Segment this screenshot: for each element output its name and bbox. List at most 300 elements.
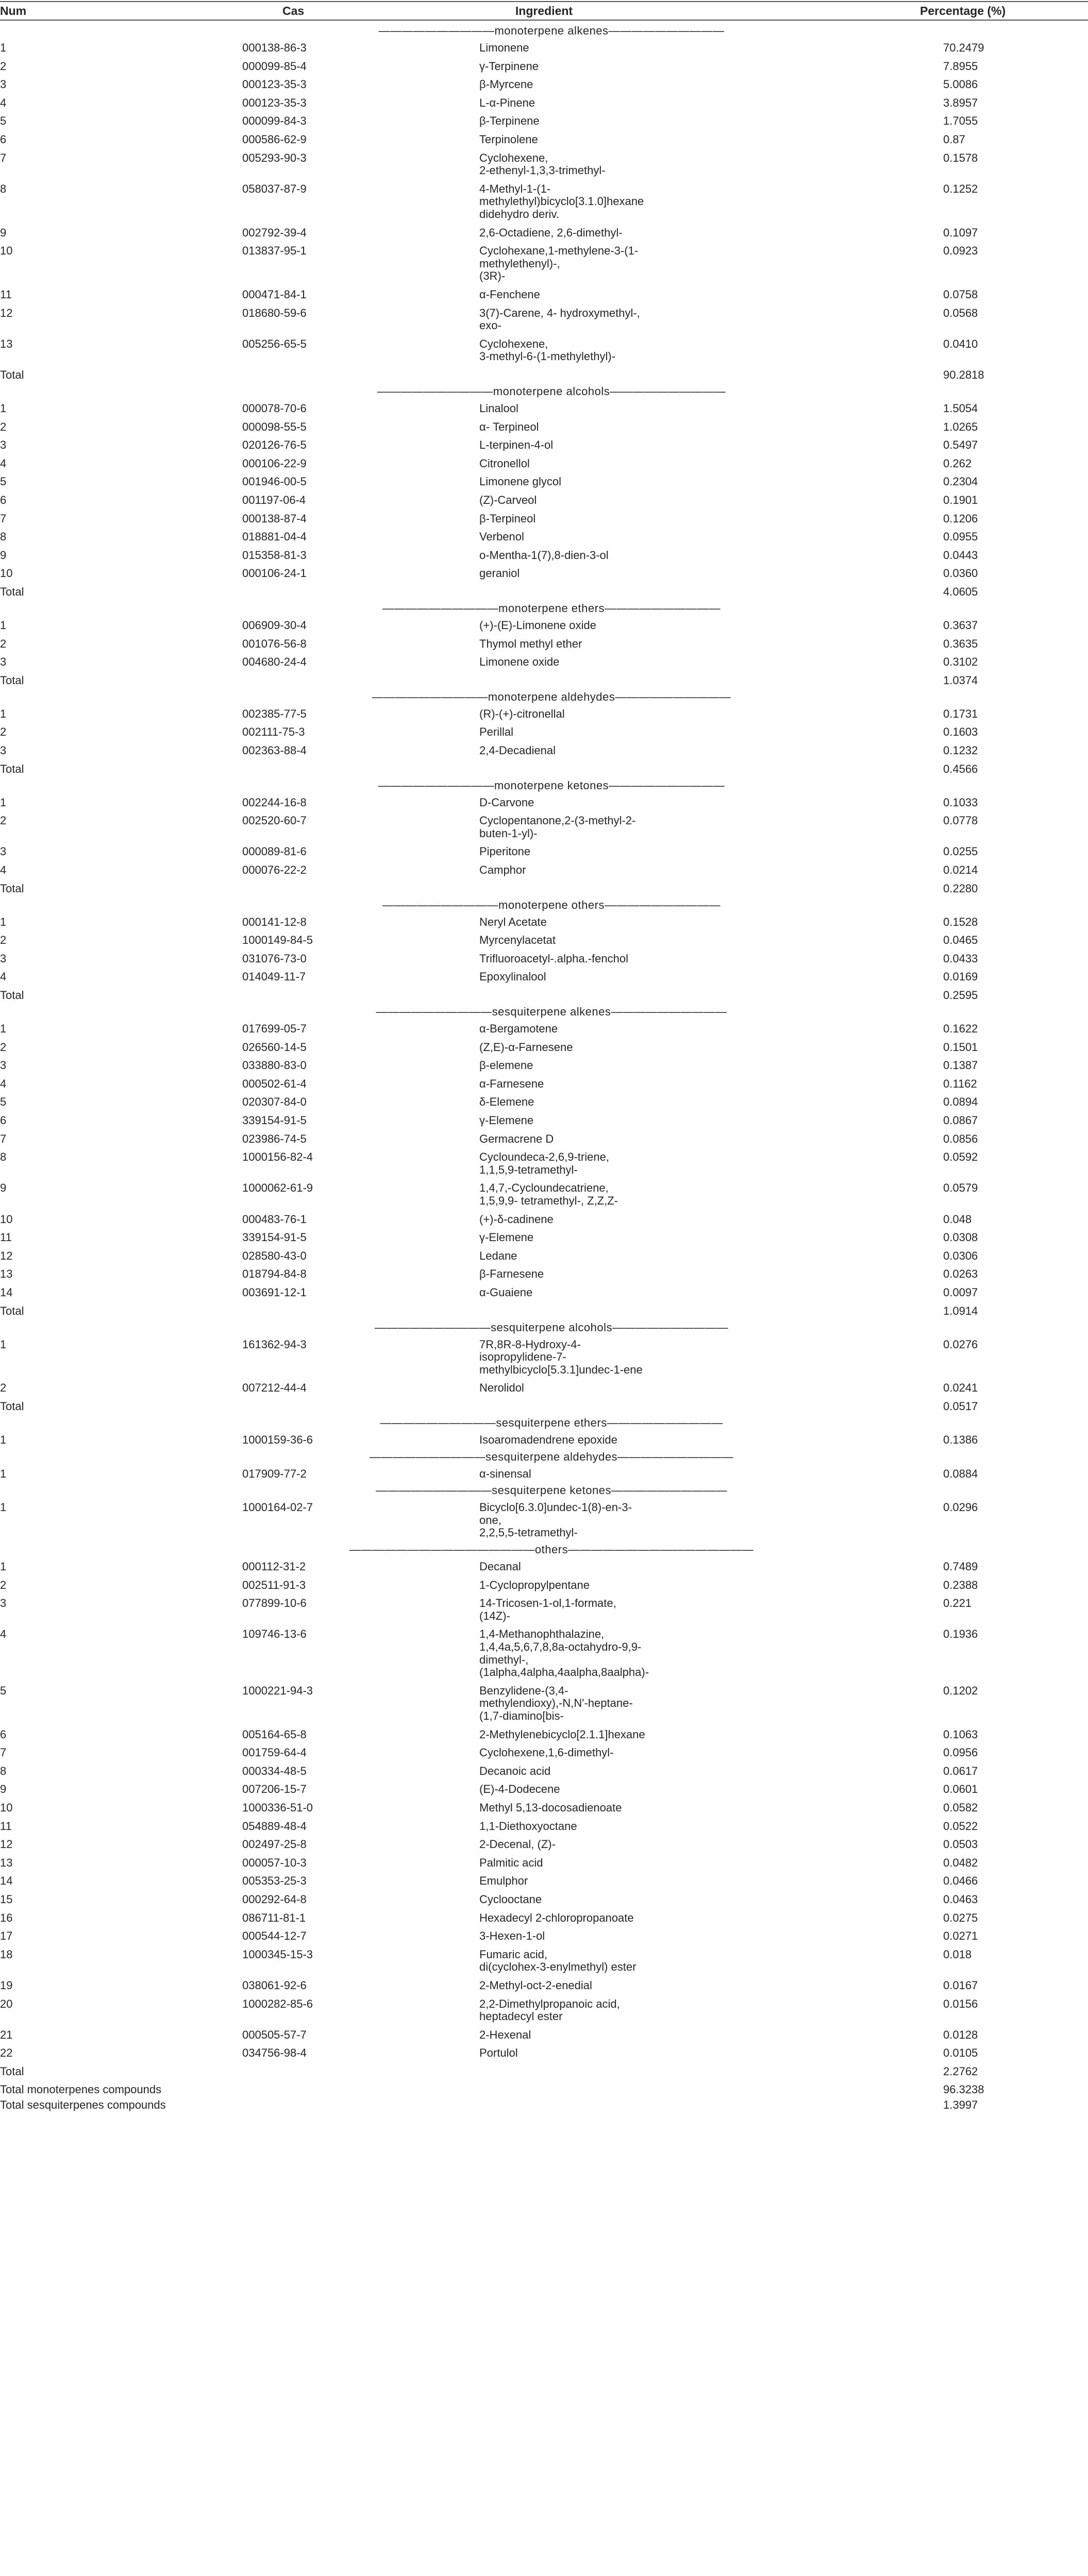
row-percentage: 0.262 xyxy=(943,456,972,470)
row-ingredient: 2,6-Octadiene, 2,6-dimethyl- xyxy=(479,226,623,239)
row-percentage: 0.0214 xyxy=(943,863,978,876)
row-num: 3 xyxy=(0,78,7,91)
row-percentage: 0.0894 xyxy=(943,1095,978,1109)
row-num: 3 xyxy=(0,744,7,757)
row-cas: 005353-25-3 xyxy=(242,1874,307,1888)
row-cas: 000544-12-7 xyxy=(242,1929,307,1943)
row-cas: 001197-06-4 xyxy=(242,494,306,506)
row-cas: 002497-25-8 xyxy=(242,1838,307,1851)
row-percentage: 0.0433 xyxy=(943,952,978,965)
row-cas: 002385-77-5 xyxy=(242,707,307,720)
section-header: ——————————monoterpene others—————————— xyxy=(382,898,721,911)
row-ingredient: Limonene oxide xyxy=(479,655,560,669)
row-ingredient: dimethyl-, xyxy=(479,1653,529,1666)
row-ingredient: 4-Methyl-1-(1- xyxy=(479,182,551,195)
row-ingredient: heptadecyl ester xyxy=(479,2010,563,2023)
row-cas: 054889-48-4 xyxy=(242,1819,307,1833)
row-num: 9 xyxy=(0,548,7,562)
row-cas: 023986-74-5 xyxy=(242,1132,307,1145)
row-percentage: 0.048 xyxy=(943,1212,972,1226)
row-num: 1 xyxy=(0,795,7,809)
row-ingredient: Cyclopentanone,2-(3-methyl-2- xyxy=(479,814,636,827)
row-num: 3 xyxy=(0,952,7,965)
row-percentage: 0.2388 xyxy=(943,1578,978,1591)
row-cas: 1000336-51-0 xyxy=(242,1801,313,1814)
row-num: 12 xyxy=(0,1249,13,1262)
row-cas: 000076-22-2 xyxy=(242,863,307,876)
row-percentage: 0.5497 xyxy=(943,438,978,452)
row-ingredient: Terpinolene xyxy=(479,133,538,146)
row-ingredient: methylendioxy),-N,N'-heptane- xyxy=(479,1697,633,1710)
row-cas: 000099-84-3 xyxy=(242,114,307,128)
row-percentage: 0.1033 xyxy=(943,795,978,809)
row-ingredient: (+)-δ-cadinene xyxy=(479,1212,554,1226)
row-num: 2 xyxy=(0,1381,7,1395)
row-num: 10 xyxy=(0,1212,13,1226)
row-ingredient: Cyclooctane xyxy=(479,1893,542,1906)
row-cas: 000471-84-1 xyxy=(242,288,307,301)
row-percentage: 0.0241 xyxy=(943,1381,978,1395)
row-ingredient: 3-Hexen-1-ol xyxy=(479,1929,545,1943)
row-cas: 000123-35-3 xyxy=(242,78,307,91)
row-num: 7 xyxy=(0,512,7,525)
row-ingredient: 1,1,5,9-tetramethyl- xyxy=(479,1163,578,1176)
row-num: 3 xyxy=(0,1059,7,1072)
row-cas: 033880-83-0 xyxy=(242,1059,307,1072)
row-cas: 1000156-82-4 xyxy=(242,1150,313,1164)
row-ingredient: Cyclohexene,1,6-dimethyl- xyxy=(479,1746,614,1759)
row-num: 4 xyxy=(0,970,7,984)
row-ingredient: Piperitone xyxy=(479,845,531,858)
row-cas: 000089-81-6 xyxy=(242,845,307,858)
section-total-value: 0.4566 xyxy=(943,762,978,775)
row-percentage: 0.0856 xyxy=(943,1132,978,1145)
row-cas: 007206-15-7 xyxy=(242,1783,307,1796)
row-num: 1 xyxy=(0,1467,7,1480)
row-percentage: 0.0568 xyxy=(943,306,978,319)
row-cas: 002511-91-3 xyxy=(242,1578,306,1591)
row-cas: 000138-87-4 xyxy=(242,512,307,525)
grand-total-value: 96.3238 xyxy=(943,2083,984,2096)
section-total-value: 0.2280 xyxy=(943,882,978,895)
header-rule xyxy=(0,20,1088,21)
row-cas: 086711-81-1 xyxy=(242,1911,306,1924)
row-cas: 018881-04-4 xyxy=(242,530,307,544)
row-cas: 000292-64-8 xyxy=(242,1893,307,1906)
row-num: 2 xyxy=(0,1578,7,1591)
row-ingredient: Germacrene D xyxy=(479,1132,554,1145)
row-num: 6 xyxy=(0,494,7,506)
row-ingredient: (1,7-diamino[bis- xyxy=(479,1709,564,1722)
row-num: 13 xyxy=(0,337,13,350)
row-percentage: 0.87 xyxy=(943,133,965,146)
row-percentage: 0.0601 xyxy=(943,1783,978,1796)
header-percentage: Percentage (%) xyxy=(920,4,1006,18)
row-cas: 017699-05-7 xyxy=(242,1022,307,1035)
row-cas: 000123-35-3 xyxy=(242,96,307,109)
row-ingredient: D-Carvone xyxy=(479,795,534,809)
row-percentage: 0.0360 xyxy=(943,567,978,580)
row-num: 12 xyxy=(0,306,13,319)
row-percentage: 0.7489 xyxy=(943,1560,978,1573)
row-num: 5 xyxy=(0,1095,7,1109)
row-cas: 018680-59-6 xyxy=(242,306,307,319)
row-percentage: 0.0410 xyxy=(943,337,978,350)
row-cas: 058037-87-9 xyxy=(242,182,307,195)
row-cas: 001946-00-5 xyxy=(242,475,307,488)
row-ingredient: Myrcenylacetat xyxy=(479,934,556,947)
row-percentage: 0.0592 xyxy=(943,1150,978,1164)
row-ingredient: 2-Hexenal xyxy=(479,2028,531,2041)
row-cas: 002520-60-7 xyxy=(242,814,307,827)
row-percentage: 0.1528 xyxy=(943,915,978,928)
row-ingredient: Linalool xyxy=(479,402,518,415)
row-percentage: 0.1097 xyxy=(943,226,978,239)
row-percentage: 0.018 xyxy=(943,1947,972,1961)
row-percentage: 0.221 xyxy=(943,1597,972,1610)
section-total-label: Total xyxy=(0,1304,24,1317)
row-num: 1 xyxy=(0,619,7,632)
row-ingredient: γ-Elemene xyxy=(479,1231,534,1244)
row-ingredient: isopropylidene-7- xyxy=(479,1350,566,1364)
row-percentage: 0.0443 xyxy=(943,548,978,562)
row-cas: 001759-64-4 xyxy=(242,1746,307,1759)
row-percentage: 0.0128 xyxy=(943,2028,978,2041)
row-num: 7 xyxy=(0,151,7,164)
row-percentage: 0.0482 xyxy=(943,1856,978,1869)
row-percentage: 0.0758 xyxy=(943,288,978,301)
row-percentage: 0.0778 xyxy=(943,814,978,827)
row-ingredient: Cyclohexene, xyxy=(479,337,548,350)
row-ingredient: Limonene glycol xyxy=(479,475,561,488)
row-num: 17 xyxy=(0,1929,13,1943)
row-ingredient: (Z,E)-α-Farnesene xyxy=(479,1040,573,1054)
top-rule xyxy=(0,1,1088,2)
row-num: 1 xyxy=(0,402,7,415)
row-ingredient: one, xyxy=(479,1513,501,1527)
row-num: 3 xyxy=(0,655,7,669)
row-ingredient: 2,2-Dimethylpropanoic acid, xyxy=(479,1997,620,2010)
row-cas: 026560-14-5 xyxy=(242,1040,307,1054)
row-cas: 003691-12-1 xyxy=(242,1286,307,1299)
row-ingredient: 2-Decenal, (Z)- xyxy=(479,1838,556,1851)
row-num: 15 xyxy=(0,1893,13,1906)
row-num: 4 xyxy=(0,1077,7,1090)
row-num: 13 xyxy=(0,1856,13,1869)
row-percentage: 0.1578 xyxy=(943,151,978,164)
row-ingredient: α-sinensal xyxy=(479,1467,531,1480)
row-percentage: 7.8955 xyxy=(943,59,978,73)
row-num: 21 xyxy=(0,2028,13,2041)
section-total-value: 0.2595 xyxy=(943,989,978,1002)
row-ingredient: 7R,8R-8-Hydroxy-4- xyxy=(479,1337,581,1351)
row-cas: 000334-48-5 xyxy=(242,1764,307,1777)
row-cas: 002111-75-3 xyxy=(242,725,305,739)
row-ingredient: 14-Tricosen-1-ol,1-formate, xyxy=(479,1597,616,1610)
row-cas: 000106-22-9 xyxy=(242,456,307,470)
header-num: Num xyxy=(0,4,27,18)
row-ingredient: Methyl 5,13-docosadienoate xyxy=(479,1801,622,1814)
row-ingredient: L-terpinen-4-ol xyxy=(479,438,554,452)
row-ingredient: (Z)-Carveol xyxy=(479,494,537,506)
row-percentage: 0.0522 xyxy=(943,1819,978,1833)
row-ingredient: Ledane xyxy=(479,1249,517,1262)
row-num: 1 xyxy=(0,707,7,720)
row-cas: 038061-92-6 xyxy=(242,1979,307,1992)
row-ingredient: methylethenyl)-, xyxy=(479,257,560,270)
row-num: 9 xyxy=(0,1783,7,1796)
row-ingredient: 1,4,7,-Cycloundecatriene, xyxy=(479,1181,609,1195)
row-cas: 006909-30-4 xyxy=(242,619,307,632)
row-percentage: 0.0169 xyxy=(943,970,978,984)
row-num: 2 xyxy=(0,1040,7,1054)
row-ingredient: 1,1-Diethoxyoctane xyxy=(479,1819,577,1833)
row-ingredient: geraniol xyxy=(479,567,520,580)
row-percentage: 0.0617 xyxy=(943,1764,978,1777)
row-num: 5 xyxy=(0,1684,7,1697)
row-ingredient: 1,4,4a,5,6,7,8,8a-octahydro-9,9- xyxy=(479,1640,642,1653)
section-header: ——————————sesquiterpene aldehydes—————————— xyxy=(369,1450,734,1463)
row-num: 6 xyxy=(0,133,7,146)
row-ingredient: (3R)- xyxy=(479,269,506,283)
row-percentage: 0.0579 xyxy=(943,1181,978,1195)
row-cas: 002363-88-4 xyxy=(242,744,307,757)
row-cas: 1000221-94-3 xyxy=(242,1684,313,1697)
row-ingredient: Cyclohexene, xyxy=(479,151,548,164)
row-percentage: 0.0276 xyxy=(943,1337,978,1351)
row-cas: 000138-86-3 xyxy=(242,41,307,54)
row-cas: 031076-73-0 xyxy=(242,952,307,965)
row-num: 1 xyxy=(0,1337,7,1351)
row-num: 1 xyxy=(0,1022,7,1035)
row-percentage: 0.0167 xyxy=(943,1979,978,1992)
section-header: ——————————monoterpene aldehydes—————————— xyxy=(372,690,731,703)
row-ingredient: Trifluoroacetyl-.alpha.-fenchol xyxy=(479,952,628,965)
row-ingredient: didehydro deriv. xyxy=(479,208,559,221)
row-ingredient: 1,5,9,9- tetramethyl-, Z,Z,Z- xyxy=(479,1194,618,1207)
row-num: 1 xyxy=(0,915,7,928)
row-ingredient: α-Fenchene xyxy=(479,288,540,301)
row-cas: 1000159-36-6 xyxy=(242,1433,313,1446)
row-num: 14 xyxy=(0,1286,13,1299)
row-num: 11 xyxy=(0,1819,12,1833)
row-cas: 000106-24-1 xyxy=(242,567,307,580)
section-header: ——————————monoterpene alcohols—————————— xyxy=(377,385,726,398)
section-total-value: 0.0517 xyxy=(943,1400,978,1413)
row-percentage: 0.0955 xyxy=(943,530,978,544)
row-cas: 001076-56-8 xyxy=(242,637,307,650)
row-percentage: 0.0275 xyxy=(943,1911,978,1924)
row-ingredient: Epoxylinalool xyxy=(479,970,546,984)
row-ingredient: Hexadecyl 2-chloropropanoate xyxy=(479,1911,634,1924)
row-num: 3 xyxy=(0,438,7,452)
row-num: 4 xyxy=(0,456,7,470)
row-ingredient: β-Terpinene xyxy=(479,114,540,128)
row-num: 14 xyxy=(0,1874,13,1888)
row-percentage: 0.1386 xyxy=(943,1433,978,1446)
row-percentage: 0.1387 xyxy=(943,1059,978,1072)
row-percentage: 0.0463 xyxy=(943,1893,978,1906)
row-ingredient: Portulol xyxy=(479,2046,518,2060)
row-percentage: 0.0867 xyxy=(943,1114,978,1127)
row-num: 19 xyxy=(0,1979,13,1992)
row-cas: 000586-62-9 xyxy=(242,133,307,146)
row-percentage: 0.0503 xyxy=(943,1838,978,1851)
row-num: 9 xyxy=(0,1181,7,1195)
row-percentage: 0.0156 xyxy=(943,1997,978,2010)
row-ingredient: Citronellol xyxy=(479,456,530,470)
row-percentage: 0.1202 xyxy=(943,1684,978,1697)
row-cas: 020307-84-0 xyxy=(242,1095,307,1109)
row-ingredient: Verbenol xyxy=(479,530,524,544)
row-percentage: 5.0086 xyxy=(943,78,978,91)
row-ingredient: Nerolidol xyxy=(479,1381,524,1395)
row-ingredient: methylbicyclo[5.3.1]undec-1-ene xyxy=(479,1363,643,1376)
row-cas: 109746-13-6 xyxy=(242,1628,307,1641)
row-num: 2 xyxy=(0,420,7,433)
section-total-label: Total xyxy=(0,673,24,687)
grand-total-value: 1.3997 xyxy=(943,2098,978,2111)
row-percentage: 0.0255 xyxy=(943,845,978,858)
section-total-value: 2.2762 xyxy=(943,2065,978,2078)
section-header: ——————————sesquiterpene alcohols—————————— xyxy=(374,1320,729,1334)
row-ingredient: (1alpha,4alpha,4aalpha,8aalpha)- xyxy=(479,1666,649,1679)
row-percentage: 70.2479 xyxy=(943,41,984,54)
row-percentage: 0.1622 xyxy=(943,1022,978,1035)
row-cas: 161362-94-3 xyxy=(242,1337,307,1351)
row-percentage: 0.0582 xyxy=(943,1801,978,1814)
row-ingredient: α-Farnesene xyxy=(479,1077,544,1090)
row-ingredient: α- Terpineol xyxy=(479,420,539,433)
row-ingredient: Isoaromadendrene epoxide xyxy=(479,1433,617,1446)
row-num: 4 xyxy=(0,96,7,109)
row-percentage: 0.1232 xyxy=(943,744,978,757)
row-ingredient: β-Farnesene xyxy=(479,1267,544,1281)
row-num: 1 xyxy=(0,1560,7,1573)
row-cas: 028580-43-0 xyxy=(242,1249,307,1262)
row-percentage: 1.7055 xyxy=(943,114,978,128)
row-percentage: 0.2304 xyxy=(943,475,978,488)
row-cas: 1000282-85-6 xyxy=(242,1997,313,2010)
row-cas: 002244-16-8 xyxy=(242,795,307,809)
row-num: 2 xyxy=(0,725,7,739)
row-cas: 000098-55-5 xyxy=(242,420,307,433)
row-cas: 000505-57-7 xyxy=(242,2028,307,2041)
row-num: 18 xyxy=(0,1947,13,1961)
row-num: 9 xyxy=(0,226,7,239)
section-total-label: Total xyxy=(0,368,24,381)
row-ingredient: 2,2,5,5-tetramethyl- xyxy=(479,1526,578,1539)
row-percentage: 0.0105 xyxy=(943,2046,978,2060)
row-percentage: 1.5054 xyxy=(943,402,978,415)
row-ingredient: (14Z)- xyxy=(479,1609,510,1622)
row-ingredient: γ-Elemene xyxy=(479,1114,534,1127)
row-num: 12 xyxy=(0,1838,13,1851)
row-ingredient: Emulphor xyxy=(479,1874,528,1888)
row-num: 16 xyxy=(0,1911,13,1924)
row-ingredient: β-Terpineol xyxy=(479,512,536,525)
section-total-value: 4.0605 xyxy=(943,585,978,598)
row-ingredient: Perillal xyxy=(479,725,514,739)
row-ingredient: (E)-4-Dodecene xyxy=(479,1783,560,1796)
grand-total-label: Total monoterpenes compounds xyxy=(0,2083,162,2096)
row-num: 4 xyxy=(0,863,7,876)
row-num: 2 xyxy=(0,637,7,650)
row-cas: 034756-98-4 xyxy=(242,2046,307,2060)
row-num: 20 xyxy=(0,1997,13,2010)
row-num: 6 xyxy=(0,1727,7,1741)
section-total-label: Total xyxy=(0,2065,24,2078)
row-num: 5 xyxy=(0,114,7,128)
row-percentage: 0.1731 xyxy=(943,707,978,720)
row-ingredient: Limonene xyxy=(479,41,529,54)
row-percentage: 0.0465 xyxy=(943,934,978,947)
row-cas: 000483-76-1 xyxy=(242,1212,307,1226)
row-cas: 000141-12-8 xyxy=(242,915,307,928)
row-ingredient: buten-1-yl)- xyxy=(479,826,538,840)
row-ingredient: Neryl Acetate xyxy=(479,915,547,928)
row-ingredient: methylethyl)bicyclo[3.1.0]hexane xyxy=(479,195,644,208)
row-num: 10 xyxy=(0,567,13,580)
row-num: 11 xyxy=(0,288,12,301)
row-num: 4 xyxy=(0,1628,7,1641)
row-num: 7 xyxy=(0,1746,7,1759)
row-percentage: 0.1901 xyxy=(943,494,978,506)
row-num: 8 xyxy=(0,1150,7,1164)
row-percentage: 0.0308 xyxy=(943,1231,978,1244)
row-ingredient: 2-Methylenebicyclo[2.1.1]hexane xyxy=(479,1727,645,1741)
row-ingredient: 2,4-Decadienal xyxy=(479,744,556,757)
row-percentage: 0.0296 xyxy=(943,1501,978,1514)
section-header: ————————————————others———————————————— xyxy=(349,1543,754,1556)
row-percentage: 3.8957 xyxy=(943,96,978,109)
row-num: 8 xyxy=(0,1764,7,1777)
row-ingredient: β-elemene xyxy=(479,1059,533,1072)
row-ingredient: L-α-Pinene xyxy=(479,96,535,109)
section-total-label: Total xyxy=(0,989,24,1002)
row-num: 13 xyxy=(0,1267,13,1281)
row-ingredient: (R)-(+)-citronellal xyxy=(479,707,565,720)
row-percentage: 0.1603 xyxy=(943,725,978,739)
row-percentage: 0.0956 xyxy=(943,1746,978,1759)
section-header: ——————————sesquiterpene ethers—————————— xyxy=(380,1416,723,1429)
row-percentage: 0.0263 xyxy=(943,1267,978,1281)
row-cas: 013837-95-1 xyxy=(242,244,307,258)
row-ingredient: α-Guaiene xyxy=(479,1286,533,1299)
row-cas: 1000149-84-5 xyxy=(242,934,313,947)
row-num: 2 xyxy=(0,59,7,73)
row-ingredient: 2-Methyl-oct-2-enedial xyxy=(479,1979,592,1992)
row-percentage: 0.0306 xyxy=(943,1249,978,1262)
section-total-value: 1.0374 xyxy=(943,673,978,687)
row-cas: 002792-39-4 xyxy=(242,226,307,239)
row-ingredient: Decanal xyxy=(479,1560,521,1573)
row-num: 2 xyxy=(0,814,7,827)
row-ingredient: γ-Terpinene xyxy=(479,59,539,73)
section-total-label: Total xyxy=(0,1400,24,1413)
row-num: 5 xyxy=(0,475,7,488)
row-cas: 014049-11-7 xyxy=(242,970,306,984)
row-cas: 339154-91-5 xyxy=(242,1114,307,1127)
row-ingredient: Decanoic acid xyxy=(479,1764,551,1777)
row-ingredient: 1-Cyclopropylpentane xyxy=(479,1578,590,1591)
row-num: 7 xyxy=(0,1132,7,1145)
row-ingredient: Cycloundeca-2,6,9-triene, xyxy=(479,1150,609,1164)
row-percentage: 1.0265 xyxy=(943,420,978,433)
row-num: 8 xyxy=(0,182,7,195)
row-cas: 005293-90-3 xyxy=(242,151,307,164)
row-ingredient: 2-ethenyl-1,3,3-trimethyl- xyxy=(479,164,606,177)
